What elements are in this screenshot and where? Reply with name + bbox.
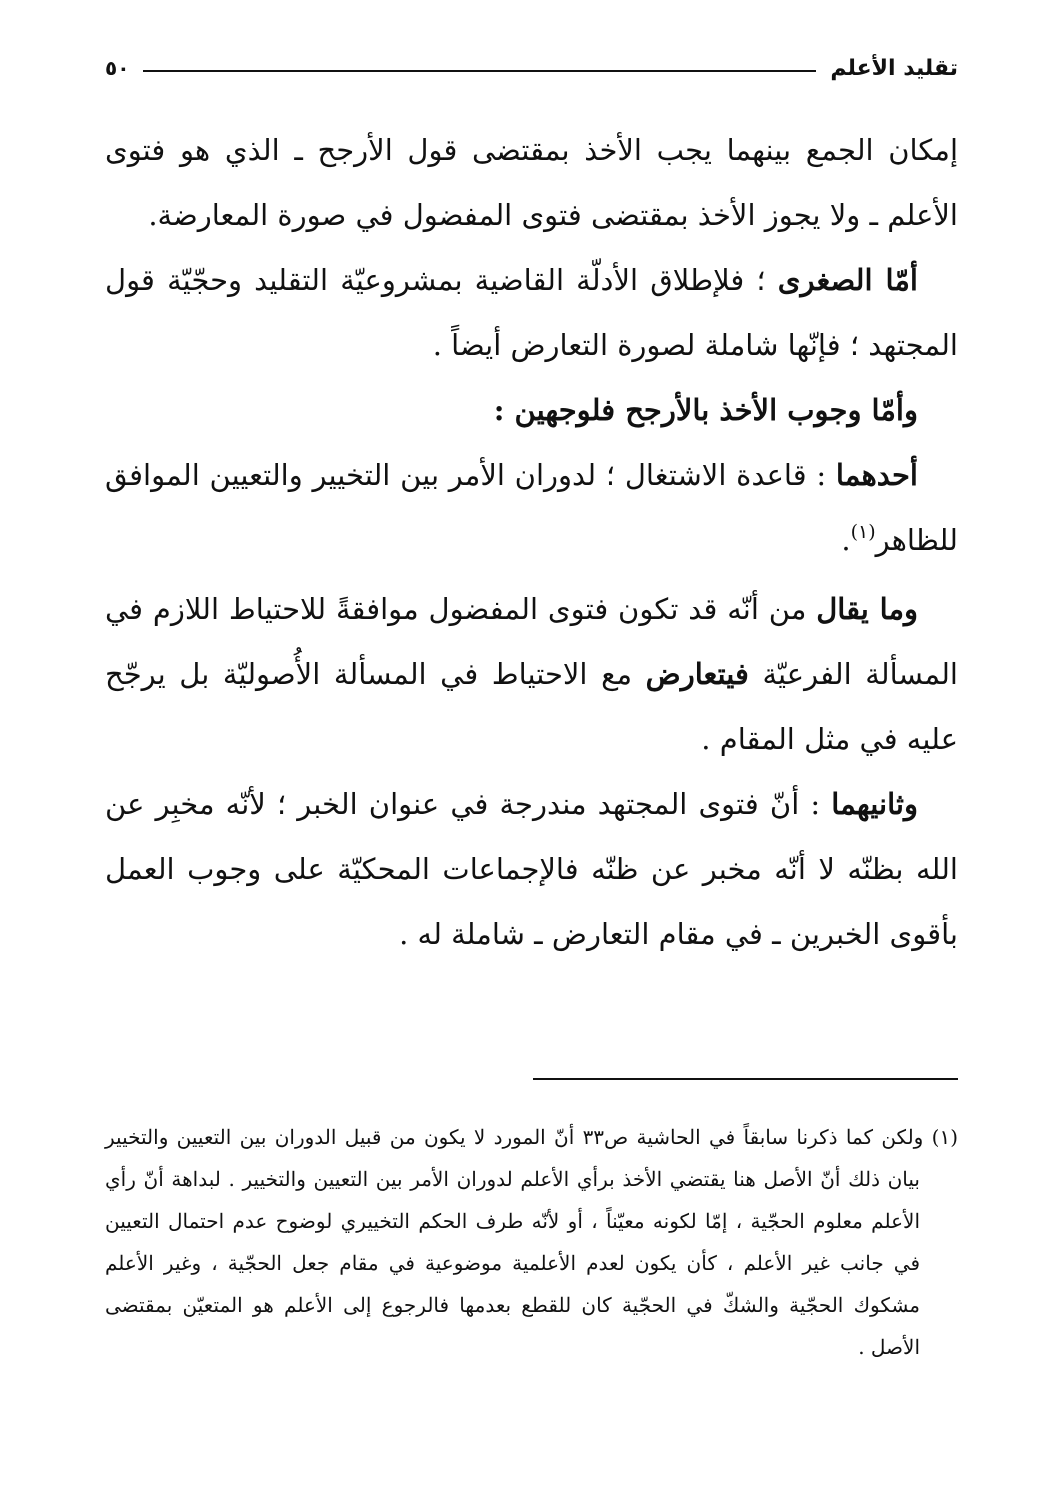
paragraph-3 (105, 378, 958, 443)
paragraph-1 (105, 118, 958, 248)
paragraph-6-text: : أنّ فتوى المجتهد مندرجة في عنوان الخبر ؛ لأنّه مخبِر عن الله بظنّه لا أنّه مخبر عن ظنّه فالإجماعات المحكيّة على وجوب العمل بأقوى الخبرين ـ في مقام التعارض ـ شاملة له . (105, 787, 958, 951)
paragraph-5-emphasis: فيتعارض (645, 657, 749, 691)
running-header (105, 48, 958, 88)
header-title: تقليد الأعلم (830, 55, 958, 81)
header-rule (143, 70, 816, 72)
paragraph-4 (105, 443, 958, 577)
paragraph-6 (105, 772, 958, 967)
main-text (105, 118, 958, 967)
paragraph-5-text-a: من أنّه قد تكون فتوى المفضول موافقةً للاحتياط اللازم في المسألة الفرعيّة (105, 592, 958, 691)
paragraph-4-heading: أحدهما (835, 458, 918, 492)
footnote-text: (١) ولكن كما ذكرنا سابقاً في الحاشية ص٣٣ أنّ المورد لا يكون من قبيل الدوران بين التعيين والتخيير بيان ذلك أنّ الأصل هنا يقتضي الأخذ برأي الأعلم لدوران الأمر بين التعيين والتخيير . لبداهة أنّ رأي الأعلم معلوم الحجّية ، إمّا لكونه معيّناً ، أو لأنّه طرف الحكم التخييري لوضوح عدم احتمال التعيين في جانب غير الأعلم ، كأن يكون لعدم الأعلمية موضوعية في مقام جعل الحجّية ، وغير الأعلم مشكوك الحجّية والشكّ في الحجّية كان للقطع بعدمها فالرجوع إلى الأعلم هو المتعيّن بمقتضى الأصل . (105, 1125, 958, 1359)
paragraph-4-end: . (841, 523, 851, 557)
paragraph-3-heading: وأمّا وجوب الأخذ بالأرجح فلوجهين : (493, 393, 918, 427)
paragraph-1-text: إمكان الجمع بينهما يجب الأخذ بمقتضى قول الأرجح ـ الذي هو فتوى الأعلم ـ ولا يجوز الأخذ بمقتضى فتوى المفضول في صورة المعارضة. (105, 133, 958, 232)
paragraph-5-text-b: مع الاحتياط في المسألة الأُصوليّة بل يرجّح عليه في مثل المقام . (105, 657, 958, 756)
paragraph-4-text: : قاعدة الاشتغال ؛ لدوران الأمر بين التخيير والتعيين الموافق للظاهر (105, 458, 958, 557)
footnote-reference[interactable]: (١) (850, 521, 876, 543)
footnote (105, 1116, 958, 1368)
paragraph-6-heading: وثانيهما (831, 787, 918, 821)
paragraph-2 (105, 248, 958, 378)
footnote-separator (533, 1078, 958, 1080)
paragraph-2-heading: أمّا الصغرى (777, 263, 918, 297)
paragraph-5 (105, 577, 958, 772)
paragraph-2-text: ؛ فلإطلاق الأدلّة القاضية بمشروعيّة التقليد وحجّيّة قول المجتهد ؛ فإنّها شاملة لصورة التعارض أيضاً . (105, 263, 958, 362)
page-number: ٥٠ (105, 56, 130, 80)
paragraph-5-heading: وما يقال (816, 592, 918, 626)
